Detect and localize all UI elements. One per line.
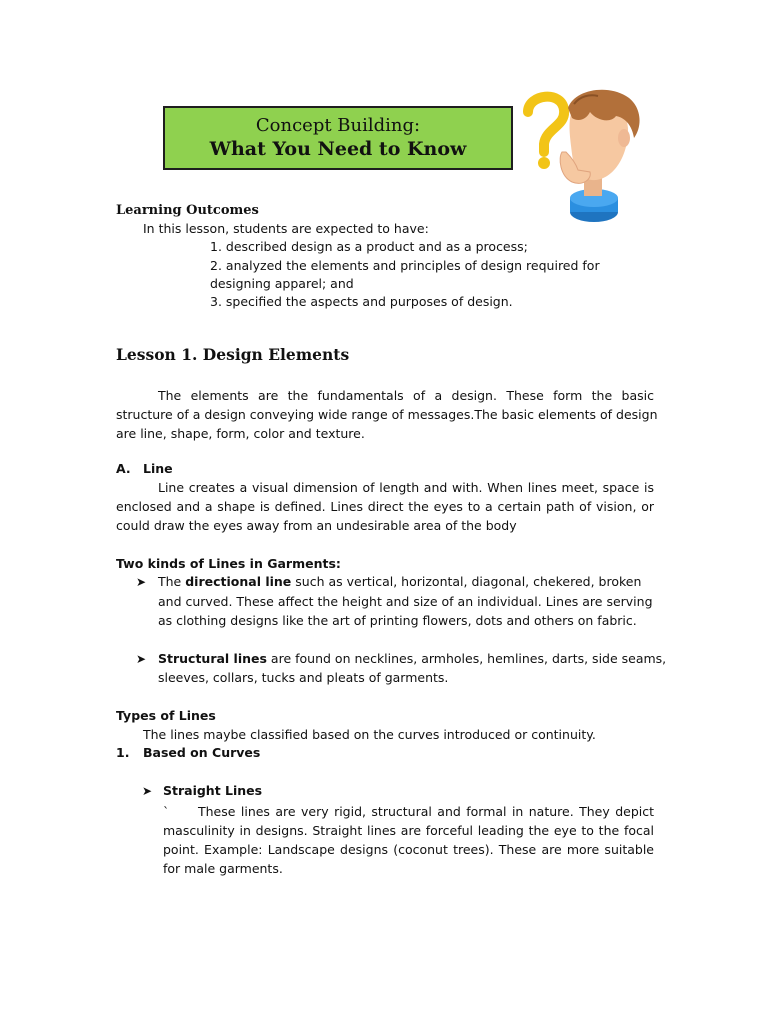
structural-line-first (158, 650, 666, 668)
section-a-line-1: Line creates a visual dimension of length and with. When lines meet, space is (158, 480, 654, 495)
outcome-number: 2. (210, 258, 222, 273)
structural-line-2: sleeves, collars, tucks and pleats of garments. (158, 670, 449, 685)
directional-pre: The (158, 574, 186, 589)
lesson-title: Lesson 1. Design Elements (116, 345, 350, 364)
directional-term: directional line (185, 574, 292, 589)
lesson-intro-line-3: are line, shape, form, color and texture. (116, 426, 365, 441)
banner-line2: What You Need to Know (209, 138, 467, 160)
structural-term: Structural lines (158, 651, 267, 666)
two-kinds-heading: Two kinds of Lines in Garments: (116, 556, 341, 571)
structural-post: are found on necklines, armholes, hemlines, darts, side seams, (266, 651, 667, 666)
banner-line1: Concept Building: (255, 115, 421, 136)
outcome-item-1 (210, 238, 528, 256)
thinking-boy-question-mark-icon (516, 86, 646, 228)
types-heading: Types of Lines (116, 708, 216, 723)
section-a-line-3: could draw the eyes away from an undesirable area of the body (116, 518, 517, 533)
learning-outcomes-heading: Learning Outcomes (116, 203, 259, 218)
arrowhead-bullet-icon: ➤ (136, 575, 147, 589)
directional-post: such as vertical, horizontal, diagonal, chekered, broken (291, 574, 642, 589)
outcome-text: specified the aspects and purposes of design. (225, 294, 513, 309)
straight-lines-line-3: point. Example: Landscape designs (coconut trees). These are more suitable (163, 842, 654, 857)
section-a-title: Line (143, 461, 173, 476)
straight-lines-line-4: for male garments. (163, 861, 283, 876)
outcome-text: analyzed the elements and principles of design required for (225, 258, 600, 273)
types-intro: The lines maybe classified based on the curves introduced or continuity. (143, 727, 596, 742)
straight-lines-mark: ` (163, 804, 170, 819)
straight-lines-line-2: masculinity in designs. Straight lines are forceful leading the eye to the focal (163, 823, 654, 838)
directional-line-3: as clothing designs like the art of printing flowers, dots and others on fabric. (158, 613, 637, 628)
outcome-item-3 (210, 293, 513, 311)
straight-lines-title: Straight Lines (163, 783, 263, 798)
learning-outcomes-intro: In this lesson, students are expected to have: (143, 221, 429, 236)
straight-lines-line-1: These lines are very rigid, structural and formal in nature. They depict (198, 804, 654, 819)
lesson-intro-line-2: structure of a design conveying wide range of messages.The basic elements of design (116, 407, 658, 422)
section-a-line-2: enclosed and a shape is defined. Lines direct the eyes to a certain path of vision, or (116, 499, 654, 514)
outcome-number: 1. (210, 239, 222, 254)
lesson-intro-line-1: The elements are the fundamentals of a design. These form the basic (158, 388, 654, 403)
arrowhead-bullet-icon: ➤ (142, 784, 153, 798)
arrowhead-bullet-icon: ➤ (136, 652, 147, 666)
outcome-item-2-continuation: designing apparel; and (210, 276, 354, 291)
directional-line-first (158, 573, 641, 591)
concept-banner (163, 106, 513, 170)
types-subtitle: Based on Curves (143, 745, 261, 760)
types-subnumber: 1. (116, 745, 130, 760)
outcome-text: described design as a product and as a process; (225, 239, 528, 254)
directional-line-2: and curved. These affect the height and size of an individual. Lines are serving (158, 594, 653, 609)
outcome-item-2 (210, 257, 600, 275)
outcome-number: 3. (210, 294, 222, 309)
section-a-label: A. (116, 461, 131, 476)
